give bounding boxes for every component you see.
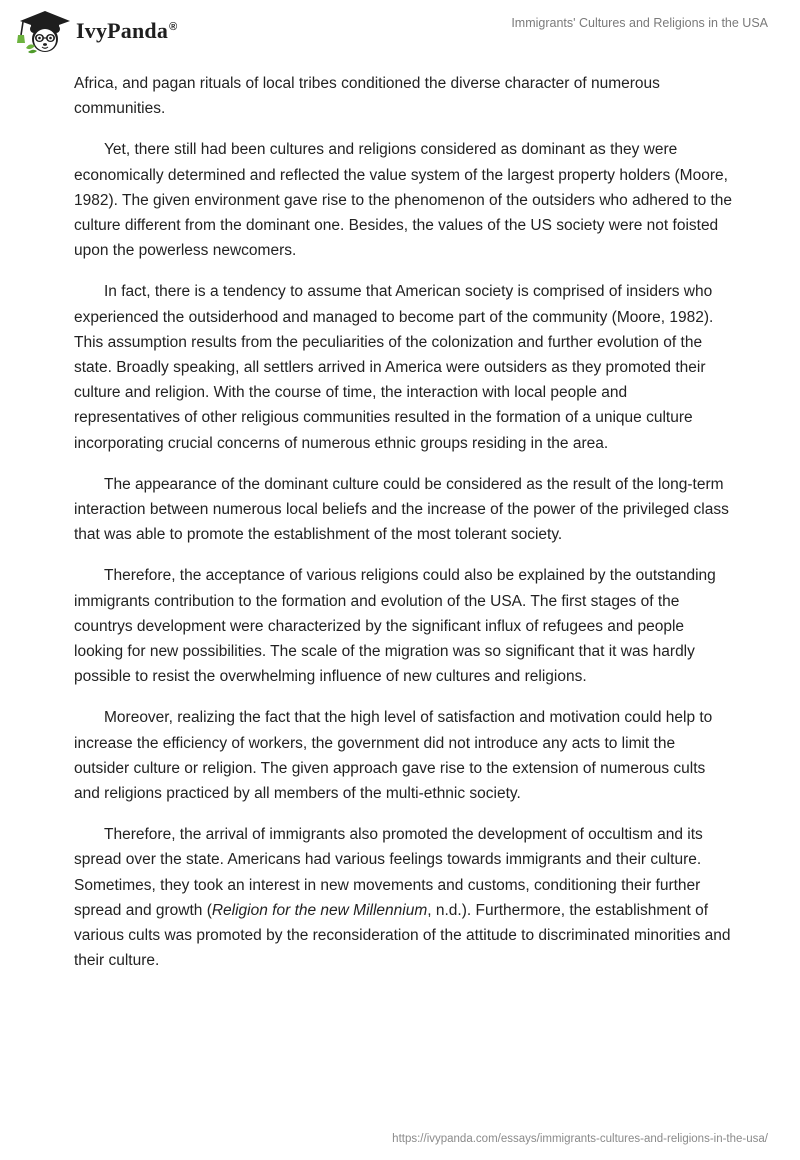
paragraph: The appearance of the dominant culture could be considered as the result of the long-term interaction between numerous local beliefs and the increase of the power of the privileged class that was able to promote the establishment of the most tolerant society. bbox=[74, 475, 729, 544]
page-header bbox=[0, 0, 800, 62]
essay-body bbox=[74, 71, 734, 990]
registered-mark: ® bbox=[169, 20, 178, 33]
logo-text: IvyPanda bbox=[76, 18, 169, 43]
logo-wordmark bbox=[76, 18, 177, 44]
citation-title: Religion for the new Millennium bbox=[211, 901, 428, 919]
paragraph-text: Therefore, the arrival of immigrants also promoted the development of occultism and its spread over the state. Americans had various feelings towards immigrants and their culture. Sometimes, they took an interest in new movements and customs, conditioning their further spread and growth ( bbox=[74, 826, 703, 919]
document-title: Immigrants' Cultures and Religions in the USA bbox=[511, 16, 768, 30]
paragraph: In fact, there is a tendency to assume that American society is comprised of insiders who experienced the outsiderhood and managed to become part of the community (Moore, 1982). This assumption results from the peculiarities of the colonization and further evolution of the state. Broadly speaking, all settlers arrived in America were outsiders as they promoted their culture and religion. With the course of time, the interaction with local people and representatives of other religious communities resulted in the formation of a unique culture incorporating crucial concerns of numerous ethnic groups residing in the area. bbox=[74, 283, 714, 452]
ivypanda-logo[interactable] bbox=[14, 8, 177, 54]
paragraph-text: , n.d.). Furthermore, the establishment of various cults was promoted by the reconsideration of the attitude to discriminated minorities and their culture. bbox=[74, 901, 731, 970]
paragraph-with-citation bbox=[74, 822, 734, 973]
paragraph: Yet, there still had been cultures and religions considered as dominant as they were economically determined and reflected the value system of the largest property holders (Moore, 1982). The given environment gave rise to the phenomenon of the outsiders who adhered to the culture different from the dominant one. Besides, the values of the US society were not foisted upon the powerless newcomers. bbox=[74, 141, 733, 260]
source-url-link[interactable]: https://ivypanda.com/essays/immigrants-cultures-and-religions-in-the-usa/ bbox=[392, 1133, 768, 1145]
paragraph: Africa, and pagan rituals of local tribes conditioned the diverse character of numerous communities. bbox=[74, 75, 660, 118]
paragraph: Moreover, realizing the fact that the high level of satisfaction and motivation could help to increase the efficiency of workers, the government did not introduce any acts to limit the outsider culture or religion. The given approach gave rise to the extension of numerous cults and religions practiced by all members of the multi-ethnic society. bbox=[74, 709, 713, 803]
paragraph: Therefore, the acceptance of various religions could also be explained by the outstanding immigrants contribution to the formation and evolution of the USA. The first stages of the countrys development were characterized by the significant influx of refugees and people looking for new possibilities. The scale of the migration was so significant that it was hardly possible to resist the overwhelming influence of new cultures and religions. bbox=[74, 567, 716, 686]
panda-graduate-logo-icon bbox=[14, 8, 70, 54]
